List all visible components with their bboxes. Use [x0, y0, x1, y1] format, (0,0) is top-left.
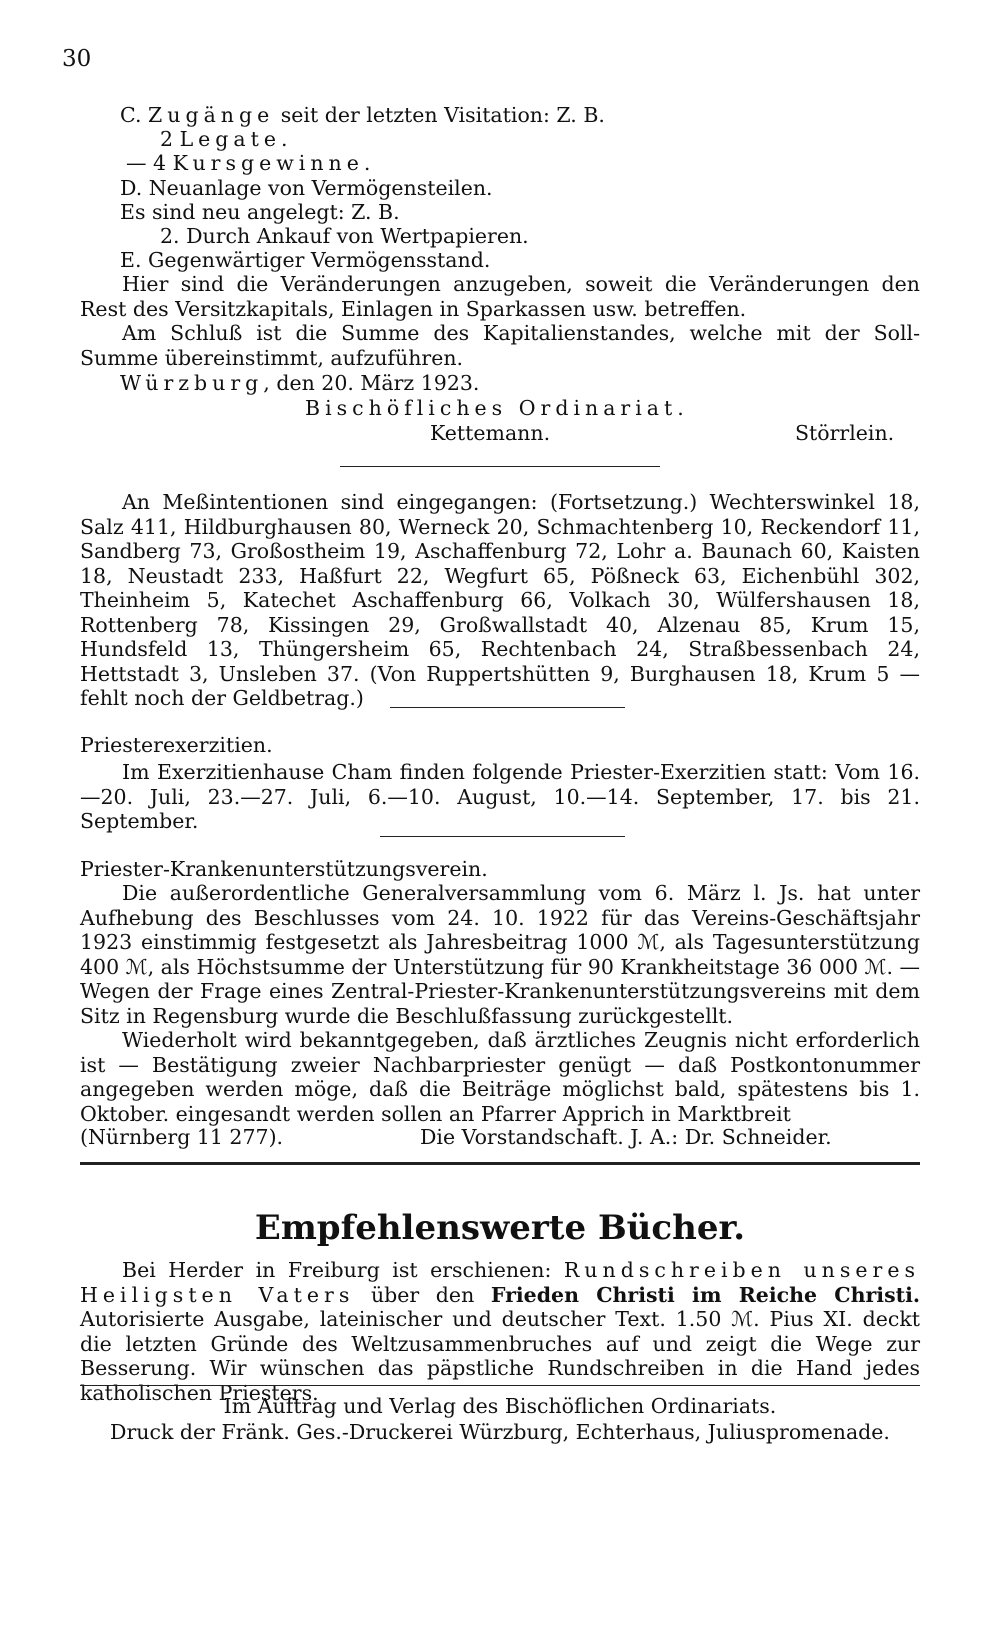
section-e-paragraph-1: Hier sind die Veränderungen anzugeben, soweit die Veränderungen den Rest des Versitzkapitals, Einlagen in Sparkassen usw. betreffen.	[80, 272, 920, 321]
mass-intentions-section	[80, 490, 920, 711]
section-d-line-2: Es sind neu angelegt: Z. B.	[120, 200, 400, 224]
issuing-office: Bischöfliches Ordinariat.	[305, 396, 689, 420]
retreats-paragraph: Im Exerzitienhause Cham finden folgende Priester-Exerzitien statt: Vom 16.—20. Juli, 23.—27. Juli, 6.—10. August, 10.—14. September, 17. bis 21. September.	[80, 760, 920, 833]
sick-fund-section	[80, 881, 920, 1126]
retreats-heading: Priesterexerzitien.	[80, 733, 273, 757]
separator-rule-4	[80, 1162, 920, 1165]
section-d-line-3: 2. Durch Ankauf von Wertpapieren.	[160, 224, 529, 248]
sick-fund-heading: Priester-Krankenunterstützungsverein.	[80, 857, 488, 881]
sick-fund-last-left: (Nürnberg 11 277).	[80, 1125, 284, 1149]
signatory-left: Kettemann.	[430, 421, 551, 445]
books-section	[80, 1258, 920, 1405]
encyclical-title: Rundschreiben unseres Heiligsten Vaters	[80, 1258, 920, 1307]
separator-rule-5	[80, 1385, 920, 1386]
sick-fund-paragraph-2: Wiederholt wird bekanntgegeben, daß ärztliches Zeugnis nicht erforderlich ist — Bestätigung zweier Nachbarpriester genügt — daß Postkontonummer angegeben werden möge, daß die Beiträge möglichst bald, spätestens bis 1. Oktober. eingesandt werden sollen an Pfarrer Apprich in Marktbreit	[80, 1028, 920, 1126]
separator-rule-2	[390, 707, 625, 708]
section-c-heading: Zugänge	[148, 103, 275, 127]
separator-rule-1	[340, 466, 660, 467]
sick-fund-paragraph-1: Die außerordentliche Generalversammlung vom 6. März l. Js. hat unter Aufhebung des Beschlusses vom 24. 10. 1922 für das Vereins-Geschäftsjahr 1923 einstimmig festgesetzt als Jahresbeitrag 1000 ℳ, als Tagesunterstützung 400 ℳ, als Höchstsumme der Unterstützung für 90 Krankheitstage 36 000 ℳ. — Wegen der Frage eines Zentral-Priester-Krankenunterstützungsvereins mit dem Sitz in Regensburg wurde die Beschlußfassung zurückgestellt.	[80, 881, 920, 1028]
date: , den 20. März 1923.	[263, 371, 480, 395]
section-d-heading: D. Neuanlage von Vermögensteilen.	[120, 176, 493, 200]
section-e-paragraph-2: Am Schluß ist die Summe des Kapitalienstandes, welche mit der Soll-Summe übereinstimmt, aufzuführen.	[80, 321, 920, 370]
section-c-line-3: — 4 Kursgewinne.	[126, 151, 371, 175]
section-e-heading: E. Gegenwärtiger Vermögensstand.	[120, 248, 491, 272]
section-c-line-1: C. Zugänge seit der letzten Visitation: Z. B.	[120, 103, 605, 127]
books-paragraph: Bei Herder in Freiburg ist erschienen: Rundschreiben unseres Heiligsten Vaters über den Frieden Christi im Reiche Christi. Autorisierte Ausgabe, lateinischer und deutscher Text. 1.50 ℳ. Pius XI. deckt die letzten Gründe des Weltzusammenbruches auf und zeigt die Wege zur Besserung. Wir wünschen das päpstliche Rundschreiben in die Hand jedes katholischen Priesters.	[80, 1258, 921, 1405]
section-e-body	[80, 272, 920, 370]
sick-fund-signature: Die Vorstandschaft. J. A.: Dr. Schneider.	[420, 1125, 832, 1149]
retreats-section	[80, 760, 920, 834]
section-c-line-2: 2 Legate.	[160, 127, 288, 151]
books-heading: Empfehlenswerte Bücher.	[254, 1208, 746, 1248]
imprint-line-1: Im Auftrag und Verlag des Bischöflichen Ordinariats.	[223, 1394, 777, 1418]
signatory-right: Störrlein.	[795, 421, 895, 445]
encyclical-subject: Frieden Christi im Reiche Christi.	[490, 1282, 921, 1307]
dateline	[120, 371, 479, 395]
page-number: 30	[62, 46, 92, 72]
place: Würzburg	[120, 371, 264, 395]
imprint-line-2: Druck der Fränk. Ges.-Druckerei Würzburg, Echterhaus, Juliuspromenade.	[110, 1420, 890, 1444]
separator-rule-3	[380, 836, 625, 837]
mass-intentions-paragraph: An Meßintentionen sind eingegangen: (Fortsetzung.) Wechterswinkel 18, Salz 411, Hildburghausen 80, Werneck 20, Schmachtenberg 10, Reckendorf 11, Sandberg 73, Großostheim 19, Aschaffenburg 72, Lohr a. Baunach 60, Kaisten 18, Neustadt 233, Haßfurt 22, Wegfurt 65, Pößneck 63, Eichenbühl 302, Theinheim 5, Katechet Aschaffenburg 66, Volkach 30, Wülfershausen 18, Rottenberg 78, Kissingen 29, Großwallstadt 40, Alzenau 85, Krum 15, Hundsfeld 13, Thüngersheim 65, Rechtenbach 24, Straßbessenbach 24, Hettstadt 3, Unsleben 37. (Von Ruppertshütten 9, Burghausen 18, Krum 5 — fehlt noch der Geldbetrag.)	[80, 490, 920, 710]
